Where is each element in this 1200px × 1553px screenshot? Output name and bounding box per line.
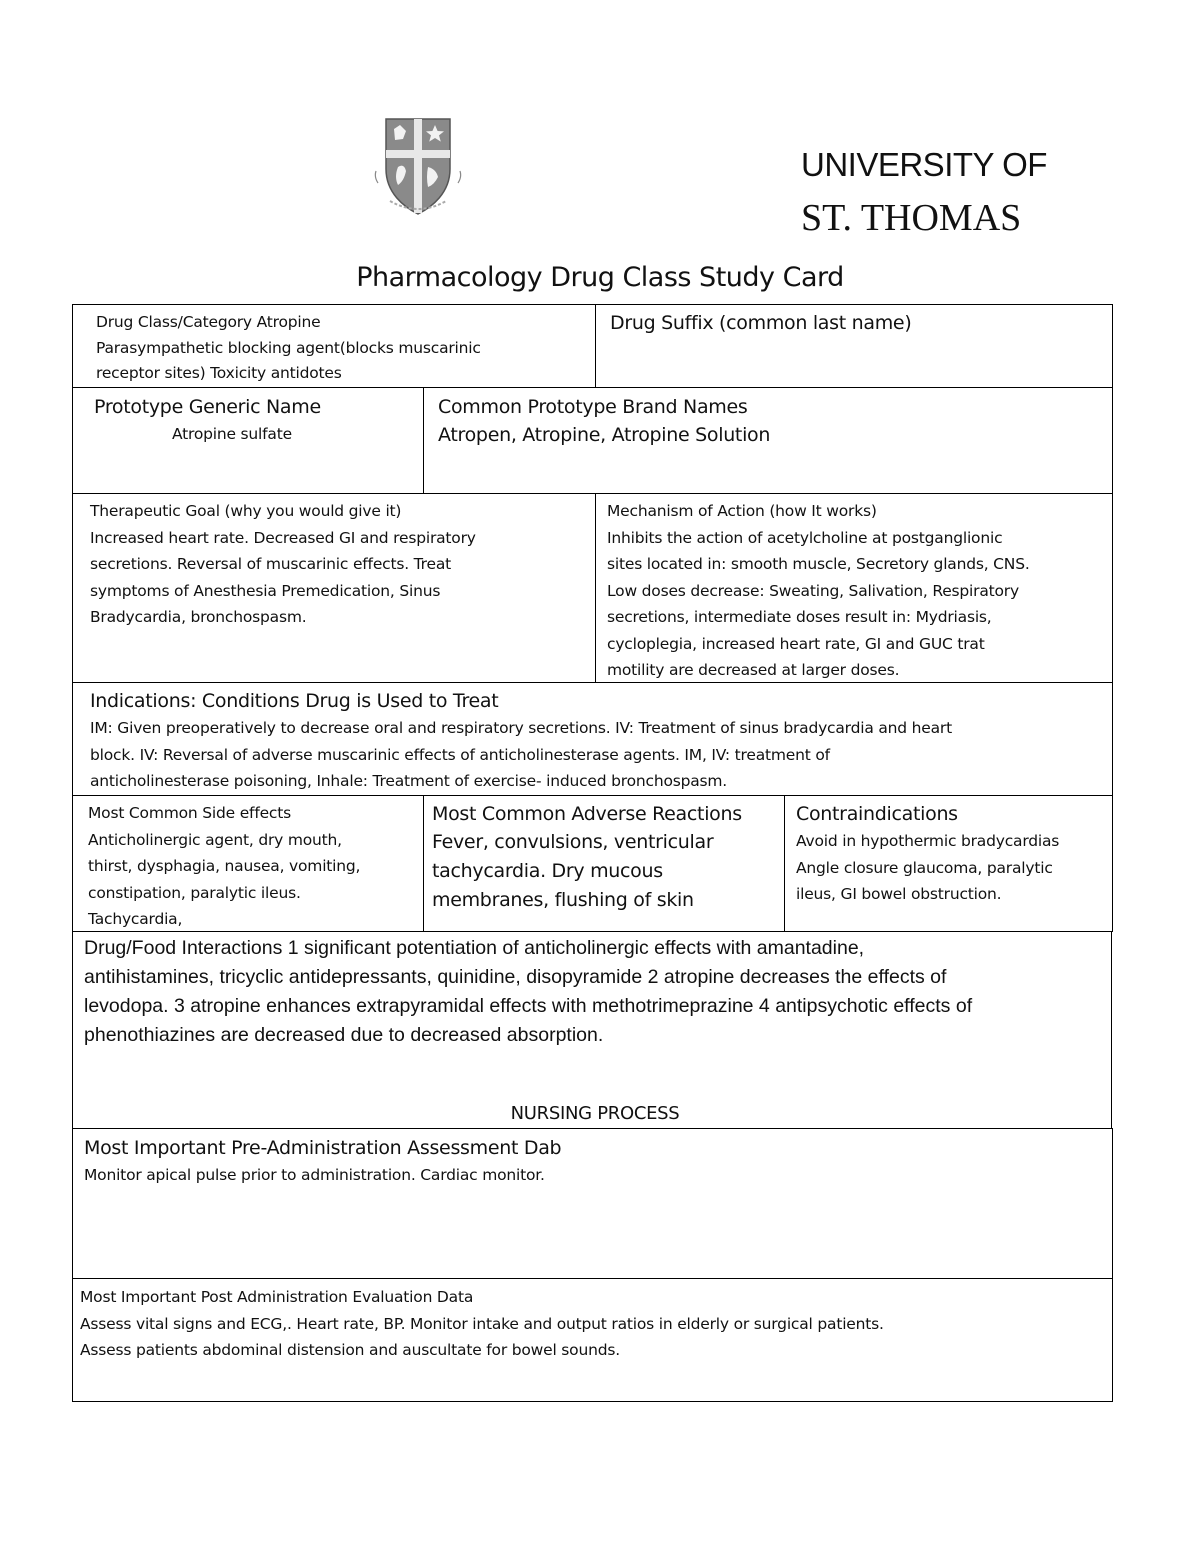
mechanism-text: sites located in: smooth muscle, Secretory glands, CNS. [607, 555, 1030, 573]
nursing-process-heading: NURSING PROCESS [510, 1103, 680, 1124]
interactions-cell [74, 934, 1110, 1050]
university-name-line2: ST. THOMAS [801, 197, 1022, 239]
mechanism-text: cycloplegia, increased heart rate, GI and GUC trat [607, 634, 985, 653]
side-effects-text: Tachycardia, [88, 910, 183, 928]
drug-class-text: Parasympathetic blocking agent(blocks muscarinic [96, 339, 481, 357]
interactions-left-border [72, 932, 73, 1129]
therapeutic-goal-text: Therapeutic Goal (why you would give it) [90, 502, 402, 520]
indications-label: Indications: Conditions Drug is Used to Treat [90, 690, 499, 712]
contraindications-cell [786, 800, 1112, 908]
column-divider [595, 493, 596, 682]
drug-class-cell [86, 309, 591, 386]
side-effects-text: constipation, paralytic ileus. [88, 883, 301, 902]
pre-admin-label: Most Important Pre-Administration Assessment Dab [84, 1137, 562, 1159]
brand-names-cell [428, 393, 1108, 450]
contraindications-text: Avoid in hypothermic bradycardias [796, 832, 1060, 850]
interactions-text: Drug/Food Interactions 1 significant potentiation of anticholinergic effects with amantadine, [84, 937, 865, 959]
therapeutic-goal-text: Increased heart rate. Decreased GI and respiratory [90, 528, 476, 547]
column-divider [595, 304, 596, 387]
interactions-right-border [1111, 932, 1112, 1129]
university-name-line1: UNIVERSITY OF [801, 146, 1047, 183]
drug-class-text: Drug Class/Category Atropine [96, 313, 321, 331]
prototype-generic-value: Atropine sulfate [172, 425, 292, 443]
contraindications-text: Angle closure glaucoma, paralytic [796, 858, 1053, 877]
adverse-reactions-label: Most Common Adverse Reactions [432, 803, 742, 825]
therapeutic-goal-cell [80, 498, 593, 631]
adverse-reactions-text: tachycardia. Dry mucous [432, 860, 663, 882]
interactions-text: antihistamines, tricyclic antidepressants, quinidine, disopyramide 2 atropine decreases the effects of [84, 966, 947, 988]
side-effects-text: Most Common Side effects [88, 804, 291, 822]
therapeutic-goal-text: Bradycardia, bronchospasm. [90, 608, 307, 626]
indications-text: anticholinesterase poisoning, Inhale: Treatment of exercise- induced bronchospasm. [90, 772, 728, 790]
adverse-reactions-text: membranes, flushing of skin [432, 889, 694, 911]
post-admin-cell [70, 1284, 1110, 1364]
contraindications-text: ileus, GI bowel obstruction. [796, 885, 1002, 903]
brand-names-value: Atropen, Atropine, Atropine Solution [438, 424, 771, 446]
mechanism-cell [597, 498, 1111, 684]
drug-suffix-label: Drug Suffix (common last name) [610, 312, 912, 334]
prototype-generic-cell [84, 393, 421, 447]
column-divider [423, 387, 424, 493]
pre-admin-cell [74, 1134, 1110, 1189]
mechanism-text: Mechanism of Action (how It works) [607, 502, 877, 520]
drug-class-text: receptor sites) Toxicity antidotes [96, 364, 342, 382]
therapeutic-goal-text: symptoms of Anesthesia Premedication, Sinus [90, 581, 441, 600]
brand-names-label: Common Prototype Brand Names [438, 396, 748, 418]
therapeutic-goal-text: secretions. Reversal of muscarinic effects. Treat [90, 555, 452, 573]
mechanism-text: motility are decreased at larger doses. [607, 661, 900, 679]
university-crest-icon [372, 117, 464, 217]
mechanism-text: Inhibits the action of acetylcholine at postganglionic [607, 528, 1003, 547]
mechanism-text: Low doses decrease: Sweating, Salivation, Respiratory [607, 581, 1019, 600]
row-divider [72, 387, 1113, 388]
adverse-reactions-text: Fever, convulsions, ventricular [432, 831, 714, 853]
interactions-text: levodopa. 3 atropine enhances extrapyramidal effects with methotrimeprazine 4 antipsychotic effects of [84, 995, 973, 1017]
post-admin-label: Most Important Post Administration Evaluation Data [80, 1288, 474, 1306]
column-divider [784, 795, 785, 932]
side-effects-cell [78, 800, 421, 933]
side-effects-text: Anticholinergic agent, dry mouth, [88, 830, 342, 849]
mechanism-text: secretions, intermediate doses result in: Mydriasis, [607, 608, 992, 626]
post-admin-text: Assess patients abdominal distension and auscultate for bowel sounds. [80, 1341, 620, 1359]
indications-cell [80, 687, 1110, 795]
row-divider [72, 795, 1113, 796]
side-effects-text: thirst, dysphagia, nausea, vomiting, [88, 857, 361, 875]
interactions-text: phenothiazines are decreased due to decreased absorption. [84, 1024, 604, 1046]
indications-text: block. IV: Reversal of adverse muscarinic effects of anticholinesterase agents. IM, IV: treatment of [90, 745, 830, 764]
row-divider [72, 493, 1113, 494]
post-admin-text: Assess vital signs and ECG,. Heart rate, BP. Monitor intake and output ratios in elderly or surgical patients. [80, 1314, 884, 1333]
adverse-reactions-cell [422, 800, 782, 915]
indications-text: IM: Given preoperatively to decrease oral and respiratory secretions. IV: Treatment of sinus bradycardia and heart [90, 719, 952, 737]
prototype-generic-label: Prototype Generic Name [94, 396, 321, 418]
pre-admin-text: Monitor apical pulse prior to administration. Cardiac monitor. [84, 1166, 545, 1184]
contraindications-label: Contraindications [796, 803, 958, 825]
row-divider [72, 1278, 1113, 1279]
card-title: Pharmacology Drug Class Study Card [356, 262, 844, 293]
drug-suffix-cell [600, 309, 1110, 337]
